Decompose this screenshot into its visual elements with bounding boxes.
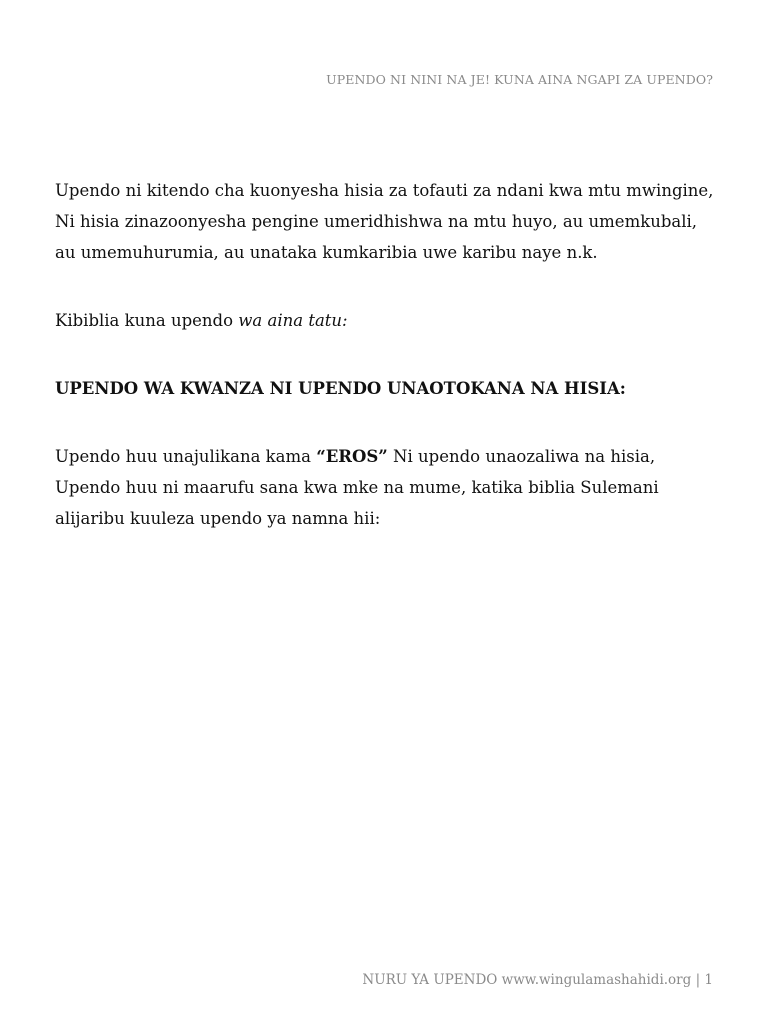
running-header: UPENDO NI NINI NA JE! KUNA AINA NGAPI ZA UPENDO? xyxy=(326,72,713,87)
paragraph-types xyxy=(55,305,720,336)
types-italic-text: wa aina tatu: xyxy=(238,311,348,330)
eros-rest-text: Ni upendo unaozaliwa na hisia, Upendo huu ni maarufu sana kwa mke na mume, katika biblia Sulemani alijaribu kuuleza upendo ya namna hii: xyxy=(55,447,659,528)
eros-term: “EROS” xyxy=(316,447,388,466)
document-body xyxy=(55,175,720,571)
section-heading-eros: UPENDO WA KWANZA NI UPENDO UNAOTOKANA NA HISIA: xyxy=(55,379,626,398)
types-lead-text: Kibiblia kuna upendo xyxy=(55,311,239,330)
paragraph-intro: Upendo ni kitendo cha kuonyesha hisia za tofauti za ndani kwa mtu mwingine, Ni hisia zinazoonyesha pengine umeridhishwa na mtu huyo, au umemkubali, au umemuhurumia, au unataka kumkaribia uwe karibu naye n.k. xyxy=(55,181,714,262)
eros-lead-text: Upendo huu unajulikana kama xyxy=(55,447,317,466)
page-footer: NURU YA UPENDO www.wingulamashahidi.org | 1 xyxy=(362,972,713,988)
paragraph-eros xyxy=(55,441,720,534)
